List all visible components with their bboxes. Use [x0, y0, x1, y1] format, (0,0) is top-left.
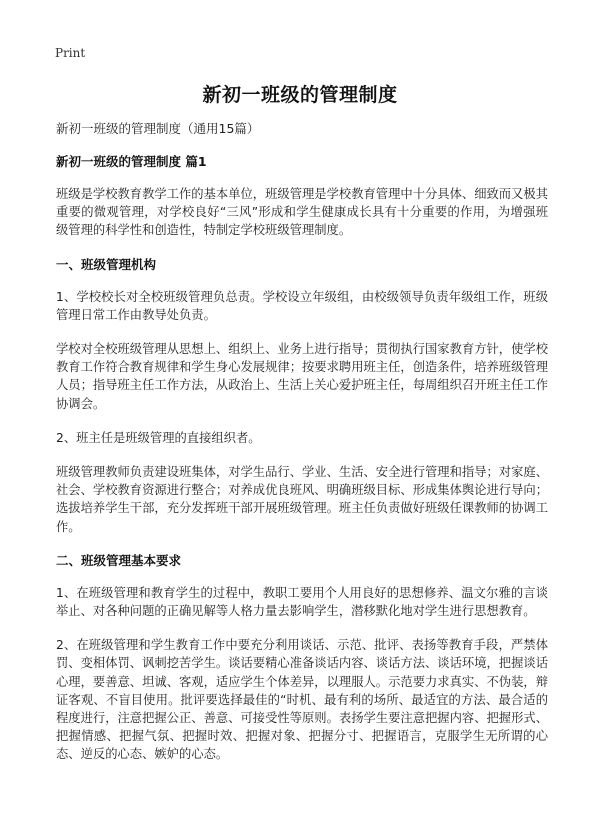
document-subtitle: 新初一班级的管理制度（通用15篇）	[56, 121, 260, 136]
print-link[interactable]: Print	[55, 46, 86, 60]
document-title: 新初一班级的管理制度	[202, 84, 398, 106]
section-heading-2: 二、班级管理基本要求	[56, 552, 182, 568]
document-body	[56, 120, 548, 780]
section1-paragraph-1: 1、学校校长对全校班级管理负总责。学校设立年级组，由校级领导负责年级组工作，班级管理日常工作由教导处负责。	[56, 289, 548, 322]
section1-paragraph-4: 班级管理教师负责建设班集体，对学生品行、学业、生活、安全进行管理和指导；对家庭、社会、学校教育资源进行整合；对养成优良班风、明确班级目标、形成集体舆论进行导向；选拔培养学生干部，充分发挥班干部开展班级管理。班主任负责做好班级任课教师的协调工作。	[56, 465, 548, 534]
section2-paragraph-2: 2、在班级管理和学生教育工作中要充分利用谈话、示范、批评、表扬等教育手段，严禁体罚、变相体罚、讽刺挖苦学生。谈话要精心准备谈话内容、谈话方法、谈话环境，把握谈话心理，要善意、坦诚、客观，适应学生个体差异，以理服人。示范要力求真实、不伪装，辩证客观、不盲目使用。批评要选择最佳的“时机、最有利的场所、最适宜的方法、最合适的程度进行，注意把握公正、善意、可接受性等原则。表扬学生要注意把握内容、把握形式、把握情感、把握气氛、把握时效、把握对象、把握分寸、把握语言，克服学生无所谓的心态、逆反的心态、嫉妒的心态。	[56, 638, 548, 762]
section2-paragraph-1: 1、在班级管理和教育学生的过程中，教职工要用个人用良好的思想修养、温文尔雅的言谈举止、对各种问题的正确见解等人格力量去影响学生，潜移默化地对学生进行思想教育。	[56, 585, 548, 619]
section1-paragraph-2: 学校对全校班级管理从思想上、组织上、业务上进行指导；贯彻执行国家教育方针，使学校教育工作符合教育规律和学生身心发展规律；按要求聘用班主任，创造条件，培养班级管理人员；指导班主任工作方法，从政治上、生活上关心爱护班主任，每周组织召开班主任工作协调会。	[56, 342, 548, 411]
section1-paragraph-3: 2、班主任是班级管理的直接组织者。	[56, 430, 261, 445]
intro-paragraph: 班级是学校教育教学工作的基本单位，班级管理是学校教育管理中十分具体、细致而又极其重要的微观管理，对学校良好“三风”形成和学生健康成长具有十分重要的作用，为增强班级管理的科学性和创造性，特制定学校班级管理制度。	[56, 187, 548, 238]
section-heading-1: 一、班级管理机构	[56, 256, 157, 272]
article-heading: 新初一班级的管理制度 篇1	[56, 154, 207, 169]
